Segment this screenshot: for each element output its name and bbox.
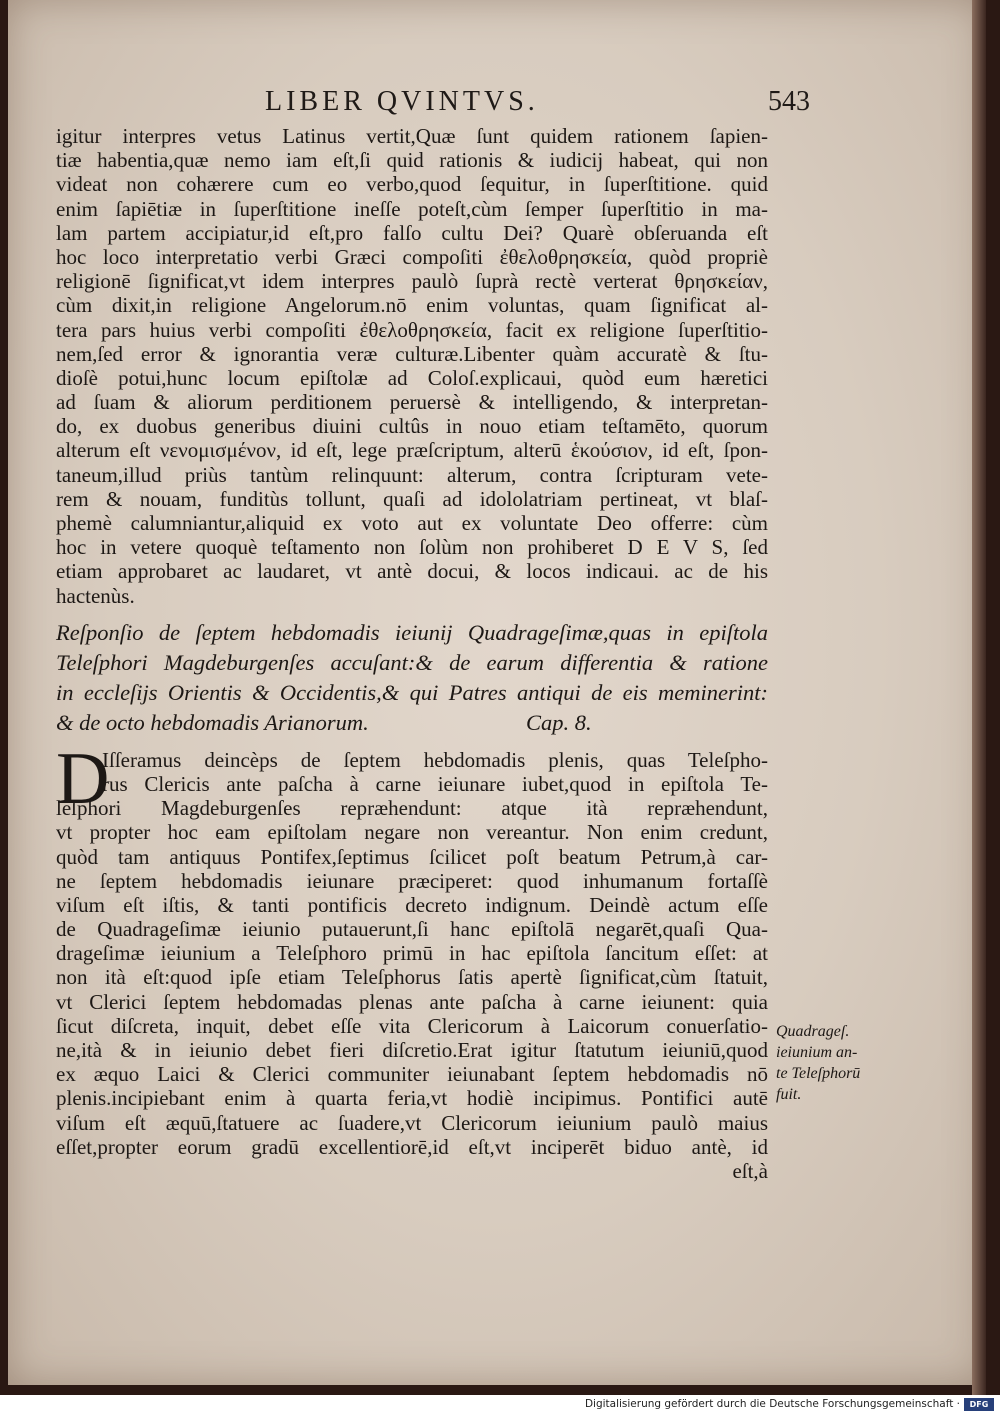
marginal-note [776,1021,886,1105]
paragraph-2-line: ex æquo Laici & Clerici communiter ieiunabant ſeptem hebdomadis nō [56,1062,768,1087]
marginal-note-line: fuit. [776,1086,802,1103]
digitization-footer [0,1395,1000,1414]
paragraph-1-line: taneum,illud priùs tantùm relinquunt: alterum, contra ſcripturam vete- [56,462,768,487]
marginal-note-line: te Teleſphorū [776,1065,861,1082]
paragraph-2-line: vt propter hoc eam epiſtolam negare non vereantur. Non enim credunt, [56,820,768,845]
paragraph-1-line: videat non cohærere cum eo verbo,quod ſequitur, in ſuperſtitione. quid [56,172,768,197]
dfg-logo: DFG [964,1398,994,1411]
heading-line: & de octo hebdomadis Arianorum. [56,709,369,735]
paragraph-1-line: rem & nouam, funditùs tollunt, quaſi ad idololatriam pertineat, vt blaſ- [56,486,768,511]
running-head [60,86,940,126]
paragraph-2-line: eſſet,propter eorum gradū excellentiorē,id eſt,vt inciperēt biduo antè, id [56,1134,768,1159]
paragraph-2-line: Iſſeramus deincèps de ſeptem hebdomadis plenis, quas Teleſpho- [102,747,768,772]
marginal-note-line: ieiunium an- [776,1044,858,1061]
paragraph-1-line: ad ſuam & aliorum perditionem peruersè & intelligendo, & interpretan- [56,390,768,415]
paragraph-2-line: leſphori Magdeburgenſes repræhendunt: atque ità repræhendunt, [56,796,768,821]
book-spine-edge [972,0,986,1395]
paragraph-1-line: lam partem accipiatur,id eſt,pro falſo cultu Dei? Quarè obſeruanda eſt [56,220,768,245]
drop-cap-initial: D [56,737,110,820]
paragraph-1-line: do, ex duobus generibus diuini cultûs in nouo etiam teſtamēto, quorum [56,414,768,439]
paragraph-1-line: cùm dixit,in religione Angelorum.nō enim voluntas, quam ſignificat al- [56,293,768,318]
paragraph-1-line: tera pars huius verbi compoſiti ἐθελοθρησκεία, facit ex religione ſuperſtitio- [56,317,768,342]
body-text [56,124,768,1183]
heading-line: in eccleſijs Orientis & Occidentis,& qui Patres antiqui de eis meminerint: [56,679,768,705]
paragraph-2 [56,737,768,1183]
paragraph-2-line: ſicut diſcreta, inquit, debet eſſe vita Clericorum à Laicorum conuerſatio- [56,1013,768,1038]
heading-line: Teleſphori Magdeburgenſes accuſant:& de earum differentia & ratione [56,649,768,675]
paragraph-1-line: tiæ habentia,quæ nemo iam eſt,ſi quid rationis & iudicij habeat, qui non [56,148,768,173]
page-number: 543 [768,86,810,117]
paragraph-1-line: etiam approbaret ac laudaret, vt antè docui, & locos indicaui. ac de his [56,559,768,584]
paragraph-1 [56,124,768,608]
paragraph-1-line: enim ſapiētiæ in ſuperſtitione ineſſe poteſt,cùm ſemper ſuperſtitio in ma- [56,196,768,221]
paragraph-2-line: rus Clericis ante paſcha à carne ieiunare iubet,quod in epiſtola Te- [102,771,768,796]
paragraph-2-line: viſum eſt iſtis, & tanti pontificis decreto indignum. Deindè actum eſſe [56,892,768,917]
paragraph-1-line: phemè calumniantur,aliquid ex voto aut ex voluntate Deo offerre: cùm [56,511,768,535]
paragraph-1-line: alterum eſt νενομισμένον, id eſt, lege præſcriptum, alterū ἑκούσιον, id eſt, ſpon- [56,438,768,463]
paragraph-2-line: plenis.incipiebant enim à quarta feria,vt hodiè incipimus. Pontifici autē [56,1086,768,1111]
paragraph-2-line: drageſimæ ieiunium a Teleſphoro primū in hac epiſtola ſancitum eſſet: at [56,941,768,966]
paragraph-2-line: ne,ità & in ieiunio debet fieri diſcretio.Erat igitur ſtatutum ieiuniū,quod [56,1038,768,1062]
paragraph-2-line: quòd tam antiquus Pontifex,ſeptimus ſcilicet poſt beatum Petrum,à car- [56,844,768,869]
paragraph-1-line: religionē ſignificat,vt idem interpres paulò ſuprà rectè verterat θρησκείαν, [56,269,768,294]
heading-line: Reſponſio de ſeptem hebdomadis ieiunij Quadrageſimæ,quas in epiſtola [56,619,768,645]
chapter-heading [56,618,768,738]
paragraph-1-line: nem,ſed error & ignorantia veræ culturæ.Libenter quàm accuratè & ſtu- [56,341,768,366]
paragraph-1-line: hactenùs. [56,583,135,608]
catchword: eſt,à [732,1158,768,1183]
paragraph-1-line: igitur interpres vetus Latinus vertit,Quæ ſunt quidem rationem ſapien- [56,124,768,148]
chapter-label: Cap. 8. [526,709,592,735]
paragraph-2-line: de Quadrageſimæ ieiunio putauerunt,ſi hanc epiſtolā negarēt,quaſi Qua- [56,917,768,942]
paragraph-2-line: viſum eſt æquū,ſtatuere ac ſuadere,vt Clericorum ieiunium paulò maius [56,1110,768,1135]
paragraph-1-line: dioſè potui,hunc locum epiſtolæ ad Coloſ.explicaui, quòd eum hæretici [56,365,768,390]
paragraph-2-line: ne ſeptem hebdomadis ieiunare præciperet: quod inhumanum fortaſſè [56,868,768,893]
paragraph-2-line: non ità eſt:quod ipſe etiam Teleſphorus ſatis apertè ſignificat,cùm ſtatuit, [56,965,768,990]
footer-credit-text: Digitalisierung gefördert durch die Deutsche Forschungsgemeinschaft · [584,1398,960,1410]
running-title: LIBER QVINTVS. [265,86,539,117]
paragraph-1-line: hoc in vetere quoquè teſtamento non ſolùm non prohiberet D E V S, ſed [56,535,768,560]
paragraph-2-line: vt Clerici ſeptem hebdomadas plenas ante paſcha à carne ieiunent: quia [56,989,768,1014]
paragraph-1-line: hoc loco interpretatio verbi Græci compoſiti ἐθελοθρησκεία, quòd propriè [56,244,768,269]
marginal-note-line: Quadrageſ. [776,1023,850,1040]
